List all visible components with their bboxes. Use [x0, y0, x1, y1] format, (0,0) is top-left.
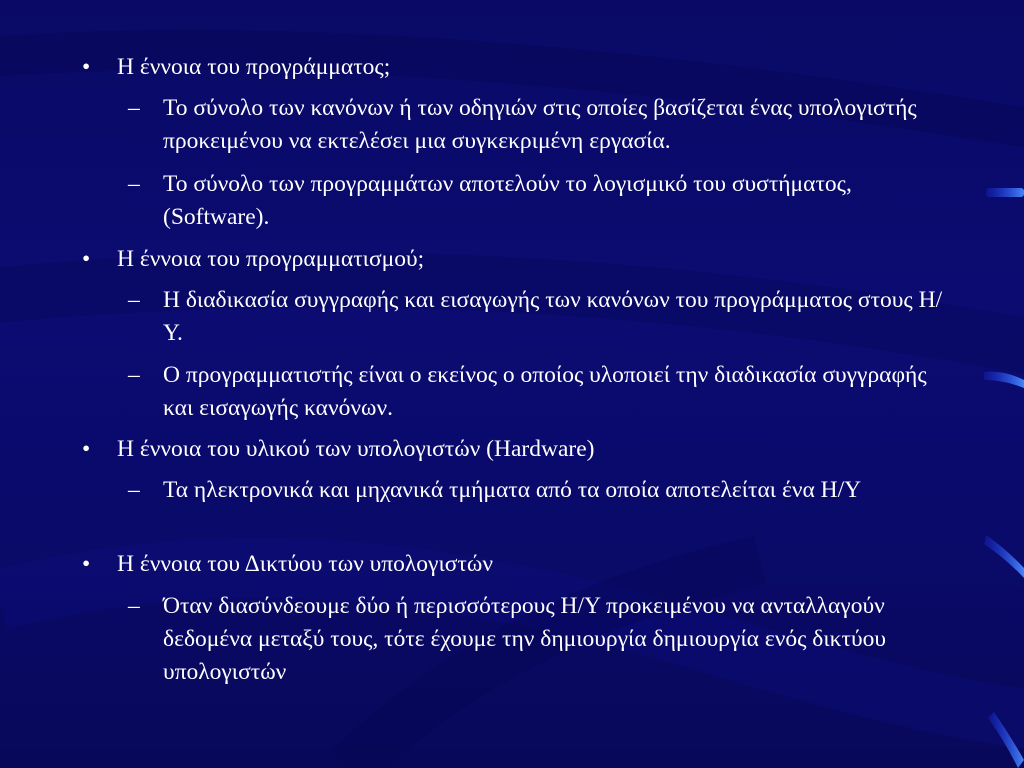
bullet-text: Όταν διασύνδεουμε δύο ή περισσότερους Η/Υ προκειμένου να ανταλλαγούν δεδομένα μεταξύ τους, τότε έχουμε την δημιουργία δημιουργία ενός δικτύου υπολογιστών — [163, 593, 886, 685]
bullet-marker: • — [82, 436, 91, 462]
bullet-text: Η έννοια του προγραμματισμού; — [117, 246, 425, 272]
bullet-text: Η έννοια του Δικτύου των υπολογιστών — [117, 551, 493, 577]
bullet-marker: • — [82, 551, 91, 577]
bullet-text: Η διαδικασία συγγραφής και εισαγωγής των κανόνων του προγράμματος στους Η/Υ. — [163, 287, 943, 346]
bullet-text: Η έννοια του προγράμματος; — [117, 54, 391, 80]
dash-marker: – — [128, 171, 140, 197]
bullet-marker: • — [82, 246, 91, 272]
dash-marker: – — [128, 477, 140, 503]
bullet-text: Το σύνολο των προγραμμάτων αποτελούν το λογισμικό του συστήματος,(Software). — [163, 171, 852, 230]
bullet-text: Η έννοια του υλικού των υπολογιστών (Hardware) — [117, 436, 595, 462]
dash-marker: – — [128, 287, 140, 313]
dash-marker: – — [128, 362, 140, 388]
dash-marker: – — [128, 95, 140, 121]
bullet-text: Τα ηλεκτρονικά και μηχανικά τμήματα από τα οποία αποτελείται ένα Η/Υ — [163, 477, 862, 503]
bullet-text: Ο προγραμματιστής είναι ο εκείνος ο οποίος υλοποιεί την διαδικασία συγγραφής και εισαγωγής κανόνων. — [163, 362, 927, 421]
bullet-marker: • — [82, 54, 91, 80]
dash-marker: – — [128, 593, 140, 619]
bullet-text: Το σύνολο των κανόνων ή των οδηγιών στις οποίες βασίζεται ένας υπολογιστής προκειμένου να εκτελέσει μια συγκεκριμένη εργασία. — [163, 95, 917, 154]
